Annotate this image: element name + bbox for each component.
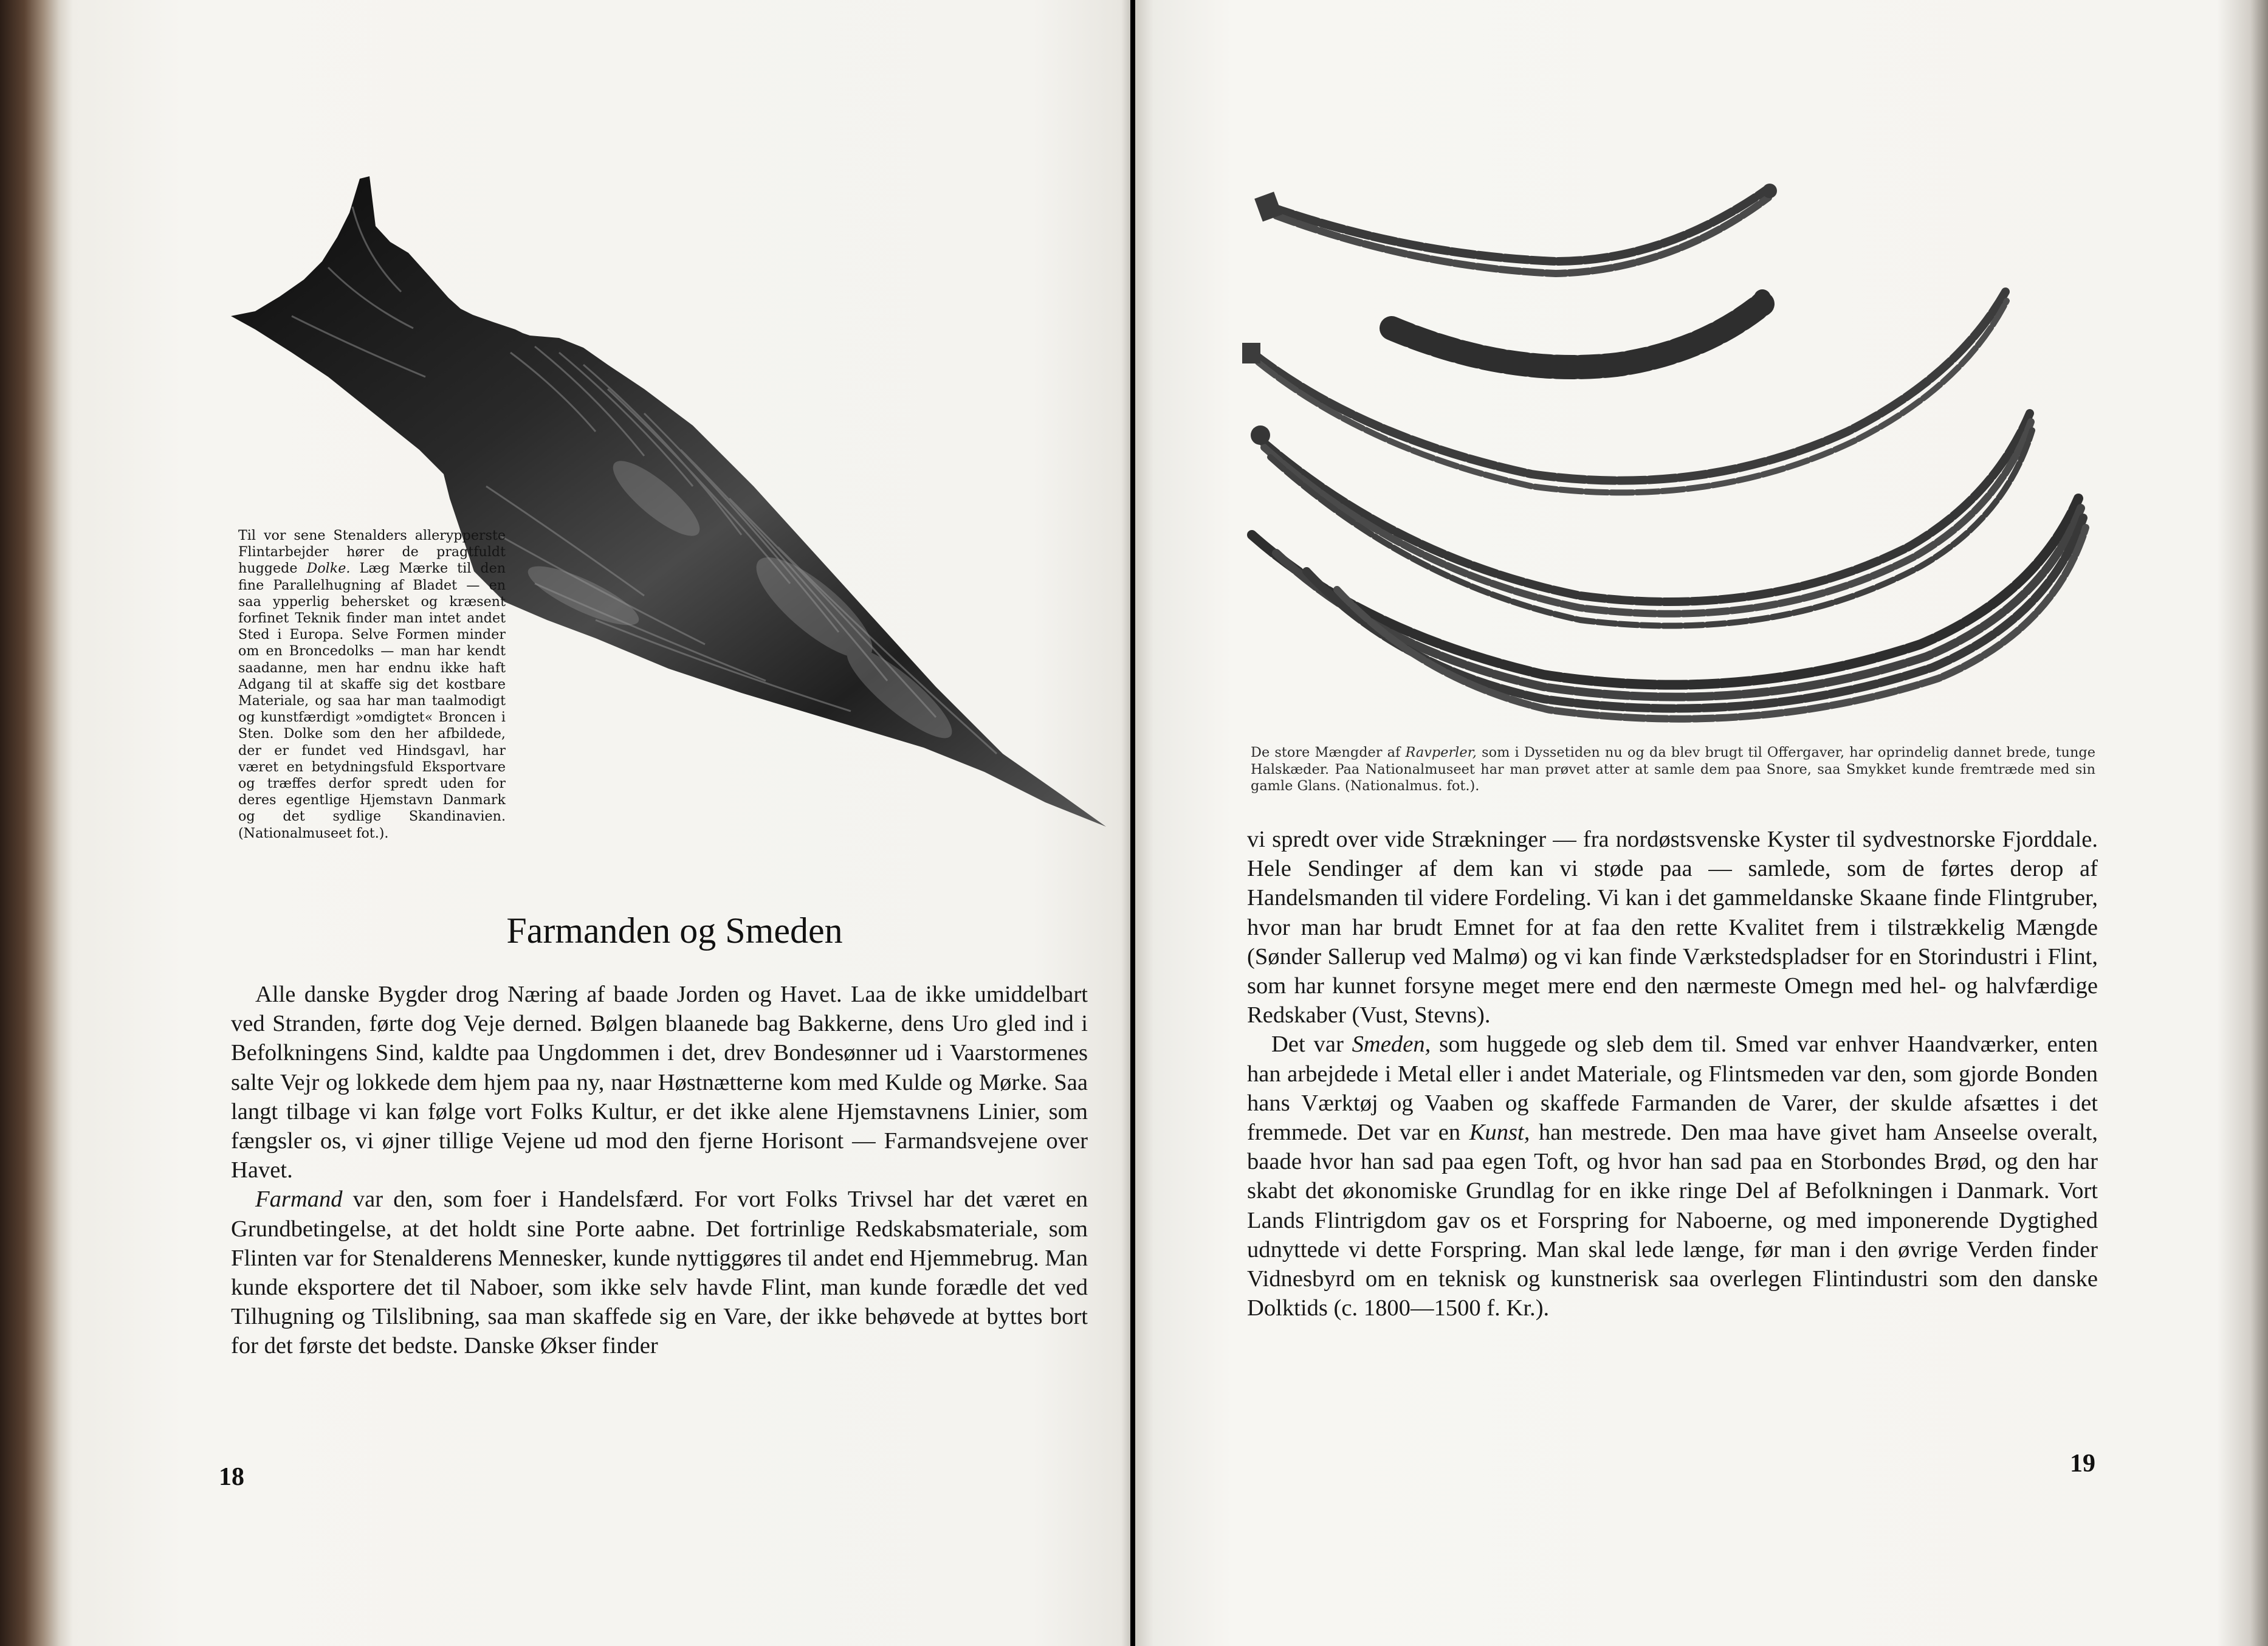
right-paragraph-2 bbox=[1247, 1030, 2098, 1323]
right-paragraph-2-emphasis-2: Kunst, bbox=[1469, 1120, 1530, 1146]
left-body-text bbox=[231, 980, 1088, 1361]
amber-bead-necklaces-photo bbox=[1240, 170, 2103, 729]
right-paragraph-2-text-middle: som huggede og sleb dem til. Smed var enhver Haandværker, enten han arbejdede i Metal eller i andet Materiale, og Flintsmeden var den, som gjorde Bonden hans Værktøj og Vaaben og skaffede Farmanden de Varer, der skulde afsættes i det fremmede. Det var en bbox=[1247, 1031, 2098, 1146]
left-paragraph-2-emphasis: Farmand bbox=[255, 1186, 343, 1213]
dagger-caption-text-rest: Læg Mærke til den fine Parallelhugning af Bladet — en saa ypperlig behersket og kræsent forfinet Teknik finder man intet andet Sted i Europa. Selve Formen minder om en Broncedolks — man har kendt saadanne, men har endnu ikke haft Adgang til at skaffe sig det kostbare Materiale, og saa har man taalmodigt og kunstfærdigt »omdigtet« Broncen i Sten. Dolke som den her afbildede, der er fundet ved Hindsgavl, har været en betydningsfuld Eksportvare og træffes derfor spredt uden for deres egentlige Hjemstavn Danmark og det sydlige Skandinavien. (Nationalmuseet fot.). bbox=[238, 560, 506, 841]
dagger-caption-emphasis: Dolke. bbox=[306, 560, 351, 577]
beads-caption bbox=[1251, 745, 2095, 795]
right-paragraph-2-text-start: Det var bbox=[1271, 1031, 1352, 1058]
dagger-caption-text: Til vor sene Stenalders allerypperste Flintarbejder hører de pragtfuldt huggede bbox=[238, 528, 506, 577]
page-number-right: 19 bbox=[2070, 1450, 2095, 1478]
left-page bbox=[0, 0, 1130, 1646]
dagger-caption bbox=[238, 528, 506, 842]
chapter-heading: Farmanden og Smeden bbox=[506, 911, 843, 951]
beads-caption-text-rest: som i Dyssetiden nu og da blev brugt til Offergaver, har oprindelig dannet brede, tunge Halskæder. Paa Nationalmuseet har man prøvet atter at samle dem paa Snore, saa Smykket kunde fremtræde med sin gamle Glans. (Nationalmus. fot.). bbox=[1251, 745, 2095, 794]
right-paragraph-2-emphasis-1: Smeden, bbox=[1352, 1031, 1431, 1058]
beads-caption-emphasis: Ravperler, bbox=[1405, 745, 1477, 760]
page-number-left: 18 bbox=[219, 1463, 244, 1491]
left-paragraph-2-text: var den, som foer i Handelsfærd. For vort Folks Trivsel har det været en Grundbetingelse, at det holdt sine Porte aabne. Det fortrinlige Redskabsmateriale, som Flinten var for Stenalderens Mennesker, kunde nyttiggøres til andet end Hjemmebrug. Man kunde eksportere det til Naboer, som ikke selv havde Flint, man kunde forædle det ved Tilhugning og Tilslibning, saa man skaffede sig en Vare, der ikke behøvede at byttes bort for det første det bedste. Danske Økser finder bbox=[231, 1186, 1088, 1359]
left-paragraph-1: Alle danske Bygder drog Næring af baade Jorden og Havet. Laa de ikke umiddelbart ved Stranden, førte dog Veje derned. Bølgen blaanede bag Bakkerne, dens Uro gled ind i Befolkningens Sind, kaldte paa Ungdommen i det, drev Bondesønner ud i Vaarstormenes salte Vejr og lokkede dem hjem paa ny, naar Høstnætterne kom med Kulde og Mørke. Saa langt tilbage vi kan følge vort Folks Kultur, er det ikke alene Hjemstavnens Linier, som fængsler os, vi øjner tillige Vejene ud mod den fjerne Horisont — Farmandsvejene over Havet. bbox=[231, 982, 1088, 1183]
left-paragraph-2 bbox=[231, 1185, 1088, 1360]
beads-caption-text: De store Mængder af bbox=[1251, 745, 1406, 760]
right-page bbox=[1135, 0, 2268, 1646]
right-paragraph-1: vi spredt over vide Strækninger — fra nordøstsvenske Kyster til sydvestnorske Fjorddale. Hele Sendinger af dem kan vi støde paa — samlede, som de førtes derop af Handelsmanden til videre Fordeling. Vi kan i det gammeldanske Skaane finde Flintgruber, hvor man har brudt Emnet for at faa den rette Kvalitet frem i tilstrækkelig Mængde (Sønder Sallerup ved Malmø) og vi kan finde Værkstedspladser for en Storindustri i Flint, som har kunnet forsyne meget mere end den nærmeste Omegn med hel- og halvfærdige Redskaber (Vust, Stevns). bbox=[1247, 827, 2098, 1028]
right-body-text bbox=[1247, 825, 2098, 1323]
right-paragraph-2-text-end: han mestrede. Den maa have givet ham Anseelse overalt, baade hvor han sad paa egen Toft, og hvor han sad paa en Storbondes Brød, og den har skabt det økonomiske Grundlag for en ikke ringe Del af Befolkningen i Danmark. Vort Lands Flintrigdom gav os et Forspring for Naboerne, og med imponerende Dygtighed udnyttede vi dette Forspring. Man skal lede længe, før man i den øvrige Verden finder Vidnesbyrd om en teknisk og kunstnerisk saa overlegen Flintindustri som den danske Dolktids (c. 1800—1500 f. Kr.). bbox=[1247, 1120, 2098, 1321]
